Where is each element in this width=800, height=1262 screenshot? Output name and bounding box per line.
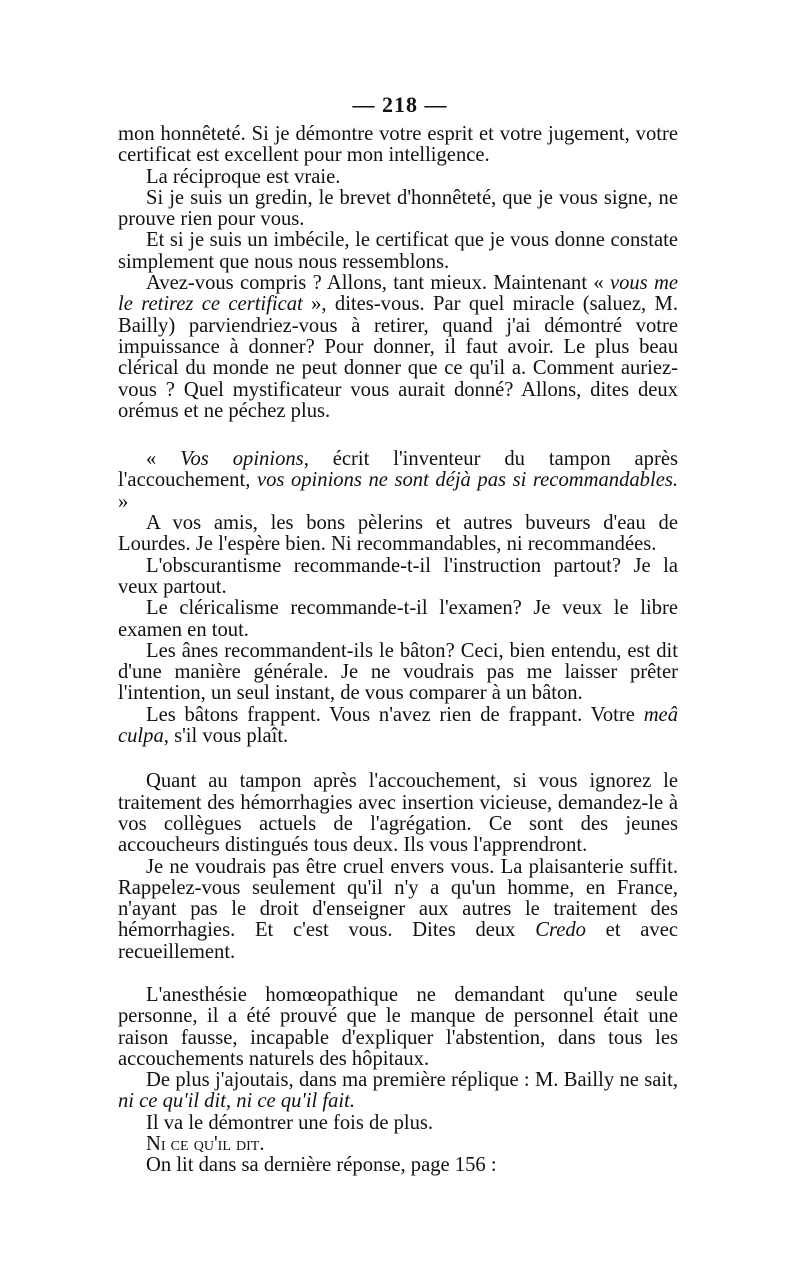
paragraph (118, 1070, 678, 1113)
text-run: Les bâtons frappent. Vous n'avez rien de frappant. Votre (146, 703, 644, 726)
paragraph (118, 167, 678, 188)
text-run: Ni ce qu'il dit. (146, 1133, 265, 1156)
paragraph (118, 771, 678, 856)
text-run: « (146, 448, 181, 471)
paragraph (118, 1113, 678, 1134)
paragraph (118, 449, 678, 513)
paragraph-gap (118, 963, 678, 985)
text-run: », dites-vous. Par quel miracle (saluez, M. Bailly) parviendriez-vous à retirer, quand j'ai démontré votre impuissance à donner? Pour donner, il faut avoir. Le plus beau clérical du monde ne peut donner que ce qu'il a. Comment auriez-vous ? Quel mystificateur vous aurait donné? Allons, dites deux orémus et ne péchez plus. (118, 293, 679, 422)
text-run: On lit dans sa dernière réponse, page 156 : (146, 1154, 497, 1177)
text-run: » (118, 490, 129, 513)
text-run: et avec recueillement. (118, 919, 678, 963)
paragraph (118, 556, 678, 599)
paragraph (118, 641, 678, 705)
text-run: Avez-vous compris ? Allons, tant mieux. Maintenant « (146, 272, 610, 295)
paragraph (118, 1134, 678, 1155)
text-run: Il va le démontrer une fois de plus. (146, 1111, 434, 1134)
text-run: Et si je suis un imbécile, le certificat que je vous donne constate simplement que nous nous ressemblons. (118, 229, 678, 273)
paragraph-gap (118, 747, 678, 771)
text-run: Les ânes recommandent-ils le bâton? Ceci, bien entendu, est dit d'une manière générale. Je ne voudrais pas me laisser prêter l'intention, un seul instant, de vous comparer à un bâton. (118, 639, 678, 705)
text-run: De plus j'ajoutais, dans ma première réplique : M. Bailly ne sait, (146, 1069, 678, 1092)
text-run: L'anesthésie homœopathique ne demandant qu'une seule personne, il a été prouvé que le manque de personnel était une raison fausse, incapable d'expliquer l'abstention, dans tous les accouchements naturels des hôpitaux. (118, 983, 678, 1070)
paragraph (118, 273, 678, 422)
text-run: A vos amis, les bons pèlerins et autres buveurs d'eau de Lourdes. Je l'espère bien. Ni recommandables, ni recommandées. (118, 512, 678, 556)
paragraph (118, 985, 678, 1070)
italic-text: vous me le retirez ce certificat (118, 272, 678, 316)
text-run: Quant au tampon après l'accouchement, si vous ignorez le traitement des hémorrhagies avec insertion vicieuse, demandez-le à vos collègues actuels de l'agrégation. Ce sont des jeunes accoucheurs distingués tous deux. Ils vous l'apprendront. (118, 770, 678, 857)
text-run: mon honnêteté. Si je démontre votre esprit et votre jugement, votre certificat est excellent pour mon intelligence. (118, 123, 678, 167)
text-run: , s'il vous plaît. (163, 725, 289, 748)
paragraph (118, 857, 678, 963)
paragraph (118, 230, 678, 273)
body-text (118, 124, 678, 1177)
text-run: Si je suis un gredin, le brevet d'honnêteté, que je vous signe, ne prouve rien pour vous. (118, 186, 678, 231)
page-number: — 218 — (352, 92, 448, 117)
paragraph (118, 188, 678, 231)
italic-text: Credo (535, 919, 586, 942)
italic-text: ni ce qu'il dit, ni ce qu'il fait. (118, 1090, 356, 1113)
paragraph (118, 513, 678, 556)
paragraph (118, 598, 678, 641)
paragraph (118, 1155, 678, 1176)
italic-text: Vos opinions (180, 448, 304, 471)
text-run: Je ne voudrais pas être cruel envers vous. La plaisanterie suffit. Rappelez-vous seulement qu'il n'y a qu'un homme, en France, n'ayant pas le droit d'enseigner aux autres le traitement des hémorrhagies. Et c'est vous. Dites deux (118, 855, 678, 942)
text-run: Le cléricalisme recommande-t-il l'examen? Je veux le libre examen en tout. (118, 597, 678, 641)
paragraph (118, 705, 678, 748)
italic-text: vos opinions ne sont déjà pas si recommandables. (256, 469, 678, 492)
text-run: La réciproque est vraie. (146, 165, 341, 188)
paragraph (118, 124, 678, 167)
paragraph-gap (118, 422, 678, 449)
text-run: L'obscurantisme recommande-t-il l'instruction partout? Je la veux partout. (118, 554, 678, 598)
italic-text: meâ culpa (118, 703, 678, 748)
text-run: , écrit l'inventeur du tampon après l'accouchement, (118, 448, 678, 492)
